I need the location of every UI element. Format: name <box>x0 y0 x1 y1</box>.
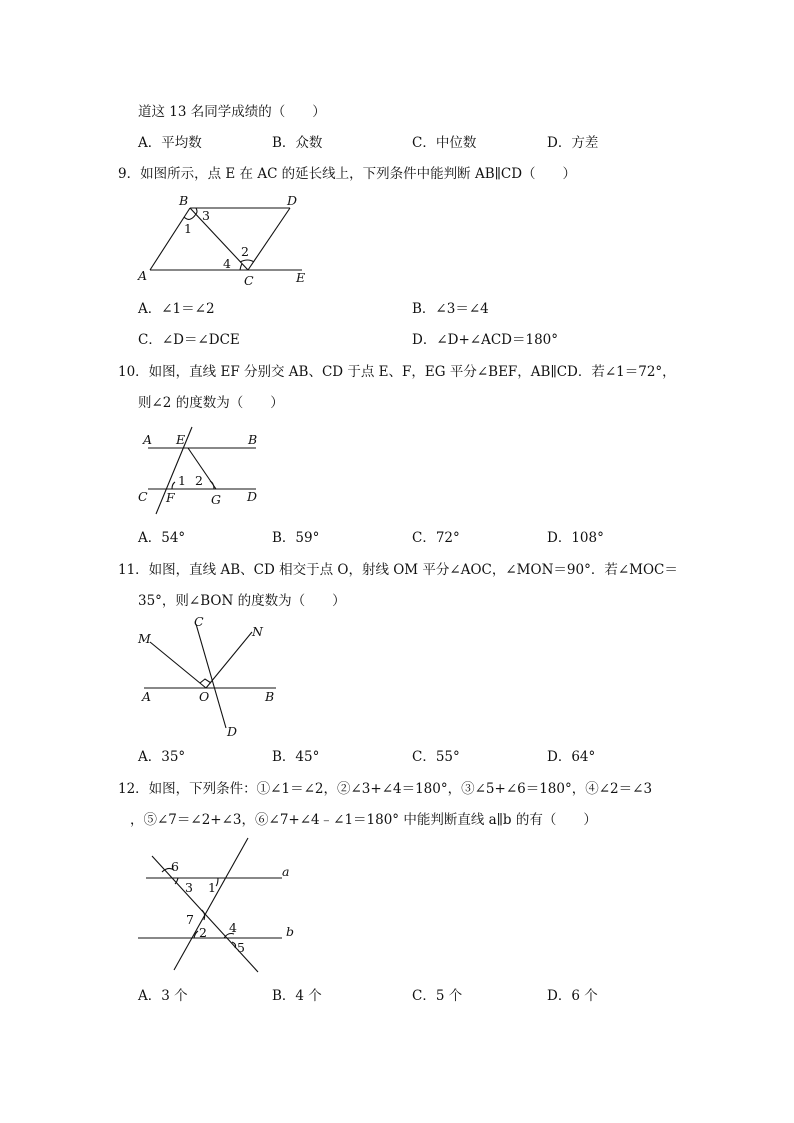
q12-angle-arc-2 <box>194 931 198 938</box>
q12-option-c[interactable]: C．5 个 <box>412 988 463 1004</box>
q11-line-cd <box>196 624 226 728</box>
q12-angle-5: 5 <box>237 940 245 955</box>
q11-ray-on <box>206 632 252 688</box>
q12-stem-line2: ，⑤∠7＝∠2+∠3，⑥∠7+∠4﹣∠1＝180° 中能判断直线 a∥b 的有（ ） <box>130 812 597 828</box>
q9-option-d[interactable]: D．∠D+∠ACD＝180° <box>412 332 559 348</box>
q9-label-c: C <box>244 273 254 288</box>
q10-option-d[interactable]: D．108° <box>547 530 604 546</box>
q9-option-a[interactable]: A．∠1＝∠2 <box>138 301 215 317</box>
q11-stem-line2: 35°，则∠BON 的度数为（ ） <box>138 593 346 609</box>
q11-label-d: D <box>227 724 238 739</box>
q10-label-g: G <box>211 492 221 507</box>
q10-label-e: E <box>176 432 186 447</box>
q8-option-d[interactable]: D．方差 <box>547 135 599 151</box>
q11-label-c: C <box>194 614 204 629</box>
q11-label-b: B <box>265 689 275 704</box>
q11-label-n: N <box>252 624 263 639</box>
q10-angle-1: 1 <box>178 473 186 488</box>
q12-label-b: b <box>286 924 295 939</box>
q11-figure <box>130 612 290 744</box>
q10-stem-line2: 则∠2 的度数为（ ） <box>138 395 284 411</box>
q11-label-o: O <box>199 689 210 704</box>
q12-label-a: a <box>282 864 290 879</box>
q12-angle-3: 3 <box>185 880 193 895</box>
q12-option-d[interactable]: D．6 个 <box>547 988 598 1004</box>
q12-angle-1: 1 <box>208 880 216 895</box>
q9-stem: 9．如图所示，点 E 在 AC 的延长线上，下列条件中能判断 AB∥CD（ ） <box>118 166 577 182</box>
q9-angle-arc-c <box>240 260 254 262</box>
q12-angle-7: 7 <box>186 912 194 927</box>
q8-option-a[interactable]: A．平均数 <box>138 135 202 151</box>
q12-angle-6: 6 <box>171 859 179 874</box>
q9-label-a: A <box>138 268 148 283</box>
q8-option-c[interactable]: C．中位数 <box>412 135 477 151</box>
q9-angle-1: 1 <box>184 221 192 236</box>
q10-angle-2: 2 <box>195 473 203 488</box>
q10-label-f: F <box>166 490 175 505</box>
q9-line-cd <box>248 208 290 270</box>
q10-angle-arc-2 <box>210 481 214 489</box>
q12-option-a[interactable]: A．3 个 <box>138 988 188 1004</box>
q9-angle-3: 3 <box>202 208 210 223</box>
q9-angle-2: 2 <box>241 244 249 259</box>
q12-angle-4: 4 <box>229 920 237 935</box>
q12-figure <box>130 838 310 978</box>
q10-figure <box>130 424 270 520</box>
q10-option-c[interactable]: C．72° <box>412 530 460 546</box>
q10-label-b: B <box>248 432 258 447</box>
q11-option-b[interactable]: B．45° <box>272 749 320 765</box>
q9-angle-arc-4 <box>240 264 242 270</box>
q9-figure <box>130 192 320 292</box>
q10-angle-arc-1 <box>172 482 175 489</box>
q10-option-a[interactable]: A．54° <box>138 530 186 546</box>
q11-ray-om <box>150 642 206 688</box>
q11-option-c[interactable]: C．55° <box>412 749 460 765</box>
q9-label-b: B <box>179 193 189 208</box>
q10-label-d: D <box>247 489 258 504</box>
q11-option-a[interactable]: A．35° <box>138 749 186 765</box>
q12-option-b[interactable]: B．4 个 <box>272 988 322 1004</box>
q10-label-a: A <box>143 432 153 447</box>
q12-stem-line1: 12．如图，下列条件：①∠1＝∠2，②∠3+∠4＝180°，③∠5+∠6＝180°，④∠2＝∠3 <box>118 781 653 797</box>
q11-right-angle-mark <box>200 679 211 683</box>
q8-option-b[interactable]: B．众数 <box>272 135 323 151</box>
q10-option-b[interactable]: B．59° <box>272 530 320 546</box>
q11-label-m: M <box>138 631 151 646</box>
q11-option-d[interactable]: D．64° <box>547 749 596 765</box>
q8-stem-tail: 道这 13 名同学成绩的（ ） <box>138 104 326 120</box>
q9-label-d: D <box>287 193 298 208</box>
q11-stem-line1: 11．如图，直线 AB、CD 相交于点 O，射线 OM 平分∠AOC，∠MON＝90°．若∠MOC＝ <box>118 562 678 578</box>
q9-line-bc <box>190 208 248 270</box>
q11-label-a: A <box>142 689 152 704</box>
q9-option-c[interactable]: C．∠D＝∠DCE <box>138 332 240 348</box>
q9-label-e: E <box>296 270 306 285</box>
q10-stem-line1: 10．如图，直线 EF 分别交 AB、CD 于点 E、F，EG 平分∠BEF，AB∥CD．若∠1＝72°， <box>118 364 676 380</box>
q9-option-b[interactable]: B．∠3＝∠4 <box>412 301 489 317</box>
q9-angle-4: 4 <box>223 256 231 271</box>
q12-angle-arc-1 <box>216 878 218 886</box>
q12-angle-2: 2 <box>199 925 207 940</box>
q9-angle-arc-3 <box>196 208 197 214</box>
q10-label-c: C <box>138 489 148 504</box>
